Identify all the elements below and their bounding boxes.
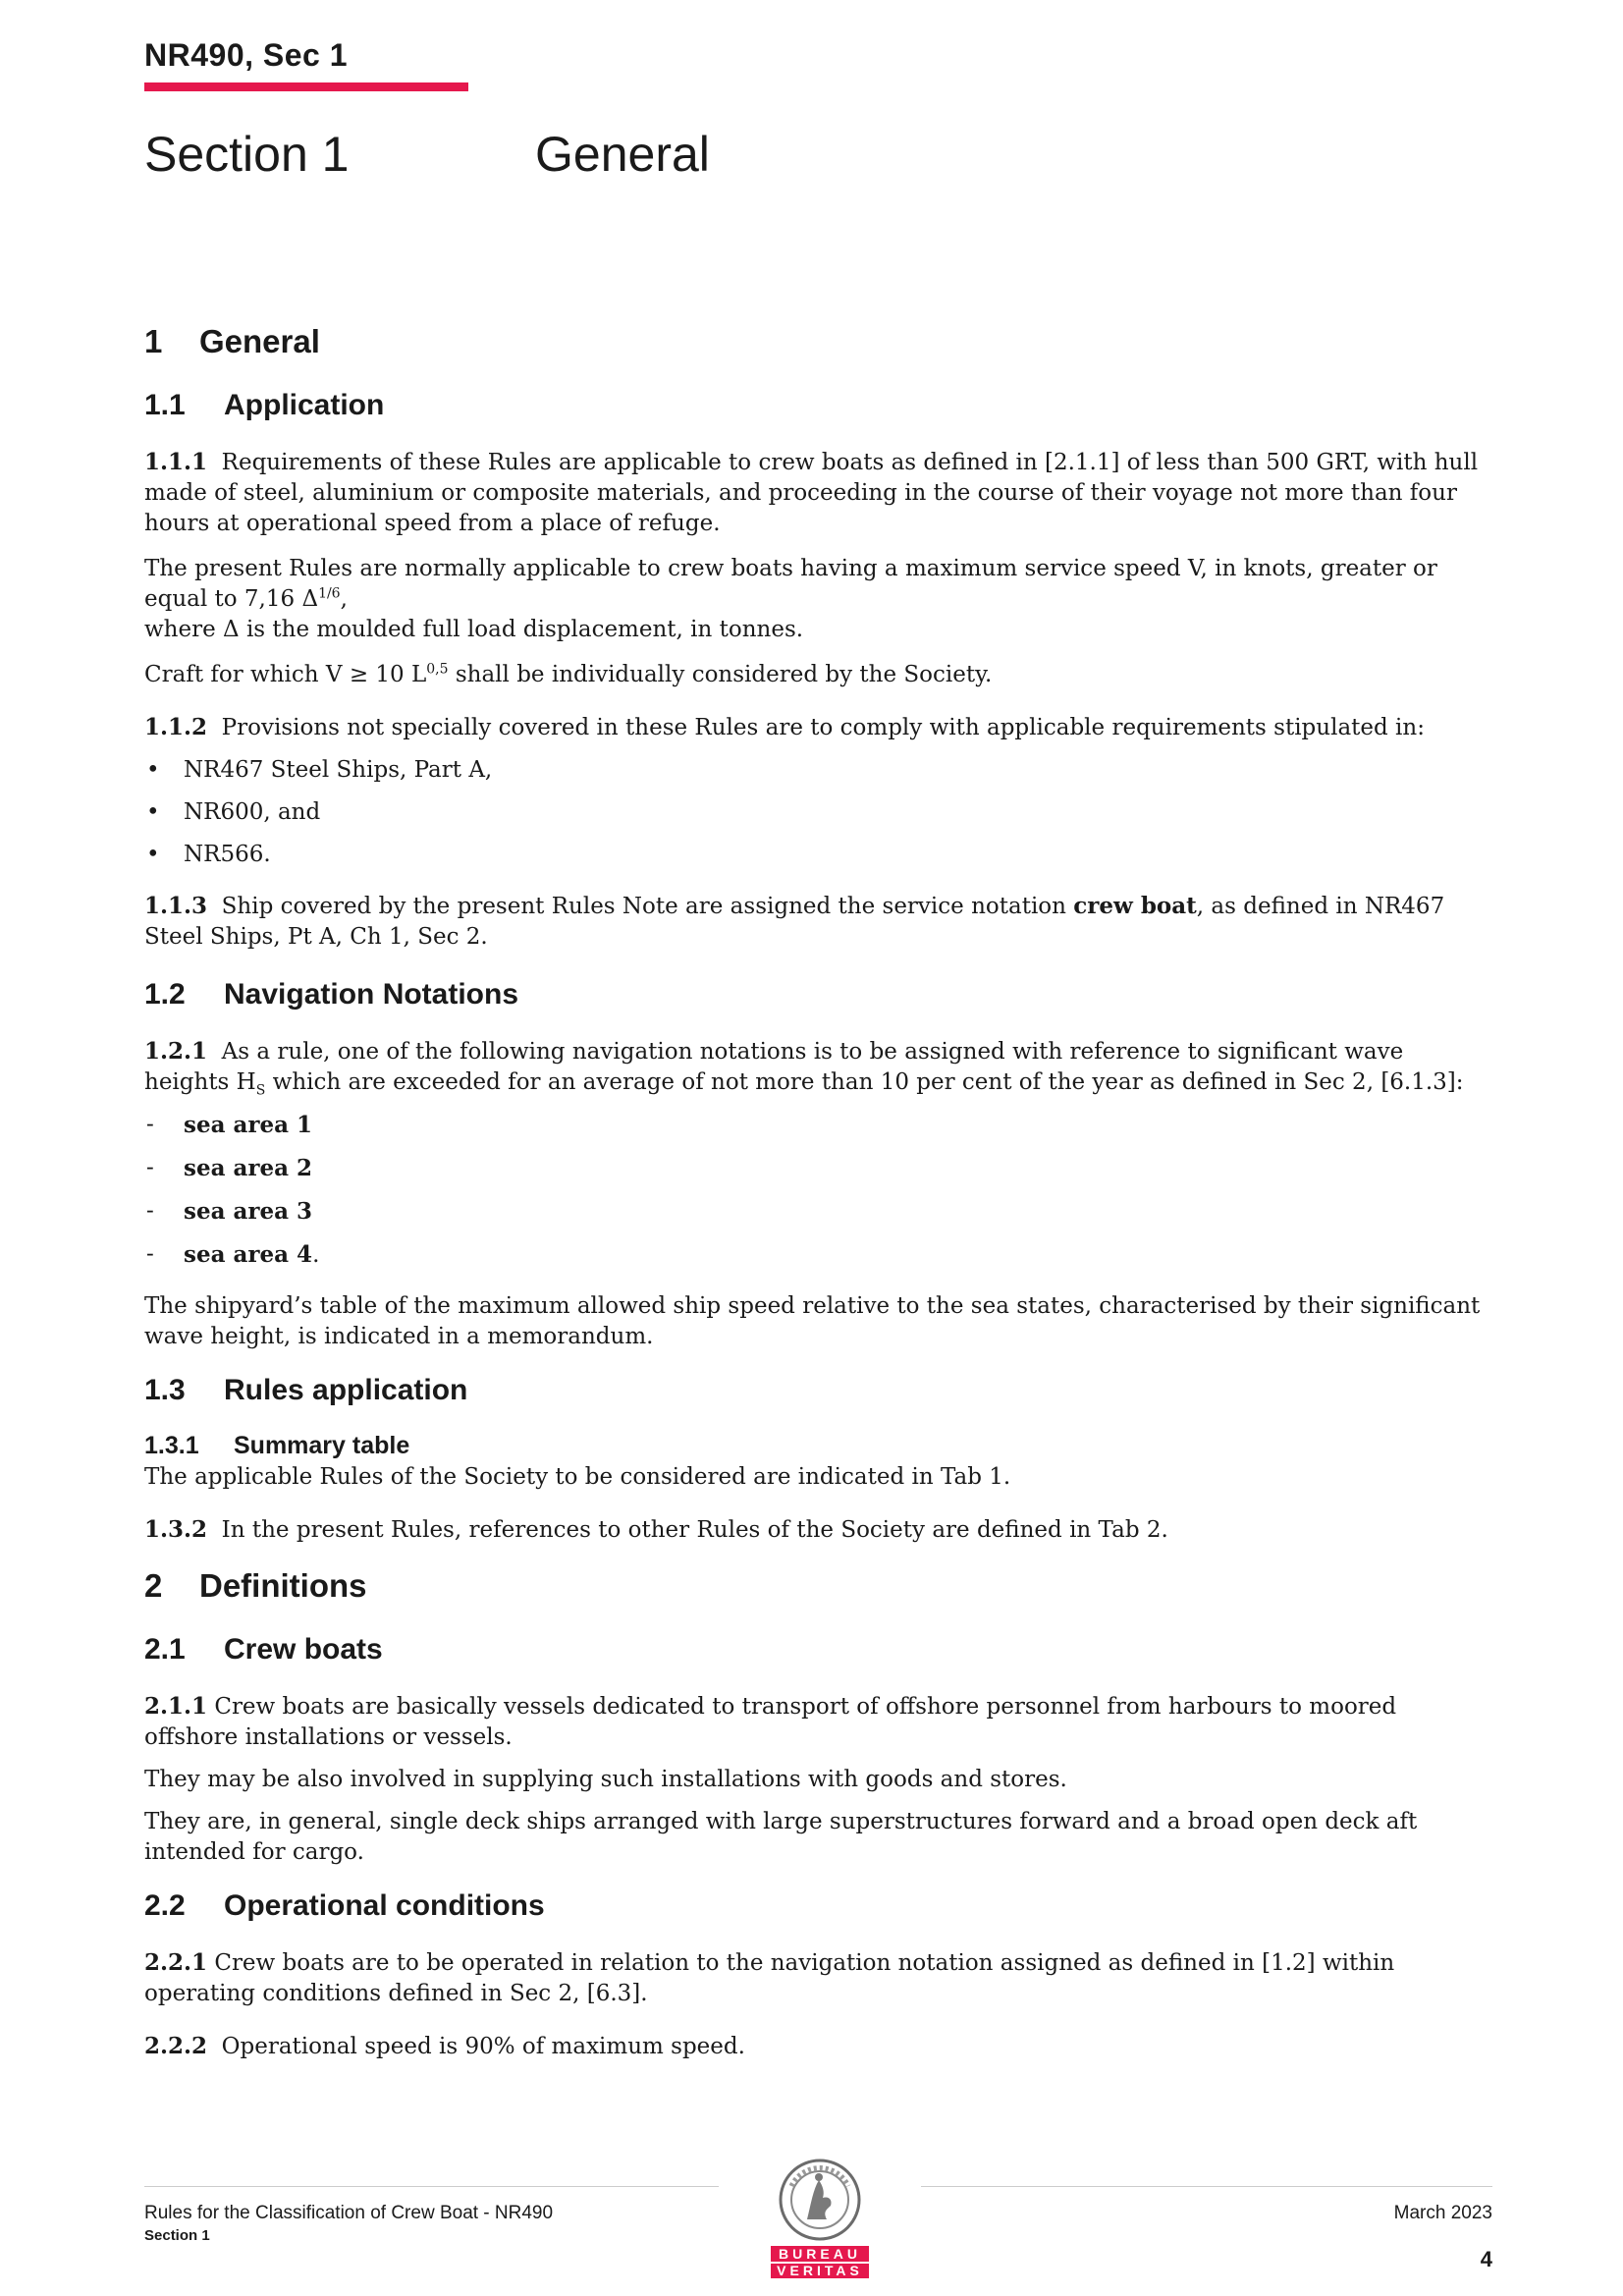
heading-2-1-crew-boats — [144, 1633, 1489, 1667]
heading-2-definitions — [144, 1567, 1489, 1605]
heading-number: 1.3 — [144, 1374, 186, 1406]
footer-date: March 2023 — [1393, 2203, 1492, 2223]
logo-seal-icon — [768, 2157, 872, 2245]
heading-1-3-1-summary-table — [144, 1432, 1489, 1460]
footer-divider-left — [144, 2186, 719, 2187]
section-number: Section 1 — [144, 127, 350, 182]
paragraph-number: 1.1.1 — [144, 449, 208, 475]
dash-list — [144, 1110, 1489, 1271]
paragraph-1-3-1 — [144, 1462, 1489, 1493]
list-item-text: sea area 3 — [184, 1198, 313, 1225]
paragraph-text: , — [340, 586, 348, 612]
heading-text: Navigation Notations — [224, 978, 519, 1011]
paragraph-number: 2.2.2 — [144, 2033, 208, 2059]
list-item-text: sea area 1 — [184, 1112, 313, 1138]
subscript: S — [255, 1082, 266, 1099]
paragraph-text: , as defined in NR467 Steel Ships, Pt A, Ch 1, Sec 2. — [144, 894, 1445, 950]
list-item-text: sea area 4 — [184, 1241, 313, 1268]
heading-text: Application — [224, 389, 385, 421]
paragraph-text: Operational speed is 90% of maximum speed. — [221, 2034, 745, 2059]
heading-text: Definitions — [199, 1567, 367, 1604]
paragraph-text: Provisions not specially covered in these Rules are to comply with applicable requirements stipulated in: — [221, 715, 1425, 740]
paragraph-text: The present Rules are normally applicable to crew boats having a maximum service speed V, in knots, greater or equal to 7,16 Δ — [144, 556, 1437, 612]
paragraph-text: As a rule, one of the following navigation notations is to be assigned with reference to significant wave heights H — [144, 1039, 1404, 1095]
heading-number: 1 — [144, 323, 163, 359]
paragraph-speed-condition — [144, 554, 1489, 645]
document-body — [144, 312, 1489, 2077]
list-item — [144, 1196, 1489, 1228]
bullet-icon: • — [146, 757, 160, 783]
heading-2-2-operational-conditions — [144, 1889, 1489, 1923]
paragraph-2-1-1 — [144, 1691, 1489, 1753]
heading-text: General — [199, 323, 320, 359]
heading-number: 1.1 — [144, 389, 186, 421]
bullet-list — [144, 755, 1489, 870]
superscript: 0,5 — [426, 661, 449, 678]
footer-section: Section 1 — [144, 2227, 210, 2244]
paragraph-number: 1.3.2 — [144, 1516, 208, 1543]
list-item-text: NR566. — [184, 842, 271, 867]
paragraph-text: They are, in general, single deck ships arranged with large superstructures forward and a broad open deck aft intended for cargo. — [144, 1809, 1418, 1865]
header-accent-bar — [144, 82, 468, 91]
paragraph-craft-condition — [144, 660, 1489, 690]
list-item — [144, 797, 1489, 828]
section-title: General — [535, 127, 710, 182]
paragraph-number: 1.1.3 — [144, 893, 208, 919]
paragraph-number: 1.2.1 — [144, 1038, 208, 1065]
paragraph-2-2-2 — [144, 2031, 1489, 2062]
dash-icon: - — [146, 1112, 154, 1137]
heading-1-1-application — [144, 389, 1489, 422]
list-item — [144, 1239, 1489, 1271]
heading-number: 2 — [144, 1567, 163, 1604]
paragraph-text: Ship covered by the present Rules Note are assigned the service notation — [221, 894, 1074, 919]
heading-number: 2.1 — [144, 1633, 186, 1666]
bureau-veritas-logo — [768, 2157, 872, 2278]
logo-text-bureau: BUREAU — [779, 2246, 861, 2262]
paragraph-1-1-1 — [144, 447, 1489, 539]
list-item — [144, 840, 1489, 870]
paragraph-text: The shipyard’s table of the maximum allowed ship speed relative to the sea states, characterised by their significant wave height, is indicated in a memorandum. — [144, 1293, 1481, 1349]
paragraph-speed-table — [144, 1291, 1489, 1352]
list-item — [144, 1110, 1489, 1141]
bullet-icon: • — [146, 799, 160, 825]
heading-text: Summary table — [234, 1432, 410, 1459]
heading-1-2-navigation-notations — [144, 978, 1489, 1011]
paragraph-text: In the present Rules, references to other Rules of the Society are defined in Tab 2. — [221, 1517, 1168, 1543]
heading-number: 2.2 — [144, 1889, 186, 1922]
paragraph-1-1-3 — [144, 891, 1489, 953]
paragraph-2-2-1 — [144, 1947, 1489, 2009]
dash-icon: - — [146, 1198, 154, 1224]
footer-divider-right — [921, 2186, 1492, 2187]
heading-number: 1.3.1 — [144, 1432, 199, 1459]
paragraph-text: shall be individually considered by the Society. — [448, 662, 993, 687]
paragraph-text: Craft for which V ≥ 10 L — [144, 662, 427, 687]
heading-text: Crew boats — [224, 1633, 383, 1666]
paragraph-text: Crew boats are basically vessels dedicated to transport of offshore personnel from harbours to moored offshore installations or vessels. — [144, 1694, 1397, 1750]
paragraph-1-2-1 — [144, 1036, 1489, 1098]
dash-icon: - — [146, 1241, 154, 1267]
heading-1-3-rules-application — [144, 1374, 1489, 1407]
heading-number: 1.2 — [144, 978, 186, 1011]
paragraph-number: 2.2.1 — [144, 1949, 208, 1976]
paragraph-text: which are exceeded for an average of not more than 10 per cent of the year as defined in Sec 2, [6.1.3]: — [265, 1069, 1464, 1095]
paragraph-1-1-2 — [144, 712, 1489, 743]
logo-text-veritas: VERITAS — [777, 2263, 863, 2278]
list-item — [144, 1153, 1489, 1184]
document-code: NR490, Sec 1 — [144, 37, 349, 73]
paragraph-supplying — [144, 1765, 1489, 1795]
list-item-text: NR600, and — [184, 799, 321, 825]
paragraph-number: 1.1.2 — [144, 714, 208, 740]
heading-text: Rules application — [224, 1374, 468, 1406]
paragraph-text: Requirements of these Rules are applicable to crew boats as defined in [2.1.1] of less than 500 GRT, with hull made of steel, aluminium or composite materials, and proceeding in the course of their voyage not more than four hours at operational speed from a place of refuge. — [144, 450, 1479, 536]
heading-1-general — [144, 323, 1489, 360]
paragraph-number: 2.1.1 — [144, 1693, 208, 1720]
footer-document-title: Rules for the Classification of Crew Boat - NR490 — [144, 2203, 554, 2223]
paragraph-text: Crew boats are to be operated in relation to the navigation notation assigned as defined in [1.2] within operating conditions defined in Sec 2, [6.3]. — [144, 1950, 1395, 2006]
paragraph-text: They may be also involved in supplying such installations with goods and stores. — [144, 1767, 1067, 1792]
paragraph-single-deck — [144, 1807, 1489, 1868]
page-number: 4 — [1480, 2247, 1492, 2271]
paragraph-1-3-2 — [144, 1514, 1489, 1546]
paragraph-text: The applicable Rules of the Society to be considered are indicated in Tab 1. — [144, 1464, 1011, 1490]
heading-text: Operational conditions — [224, 1889, 545, 1922]
list-item-suffix: . — [312, 1242, 320, 1268]
list-item-text: sea area 2 — [184, 1155, 313, 1181]
dash-icon: - — [146, 1155, 154, 1180]
bullet-icon: • — [146, 842, 160, 867]
paragraph-text: where Δ is the moulded full load displacement, in tonnes. — [144, 617, 804, 642]
superscript: 1/6 — [318, 585, 341, 602]
list-item — [144, 755, 1489, 786]
bold-term: crew boat — [1073, 893, 1197, 919]
list-item-text: NR467 Steel Ships, Part A, — [184, 757, 493, 783]
